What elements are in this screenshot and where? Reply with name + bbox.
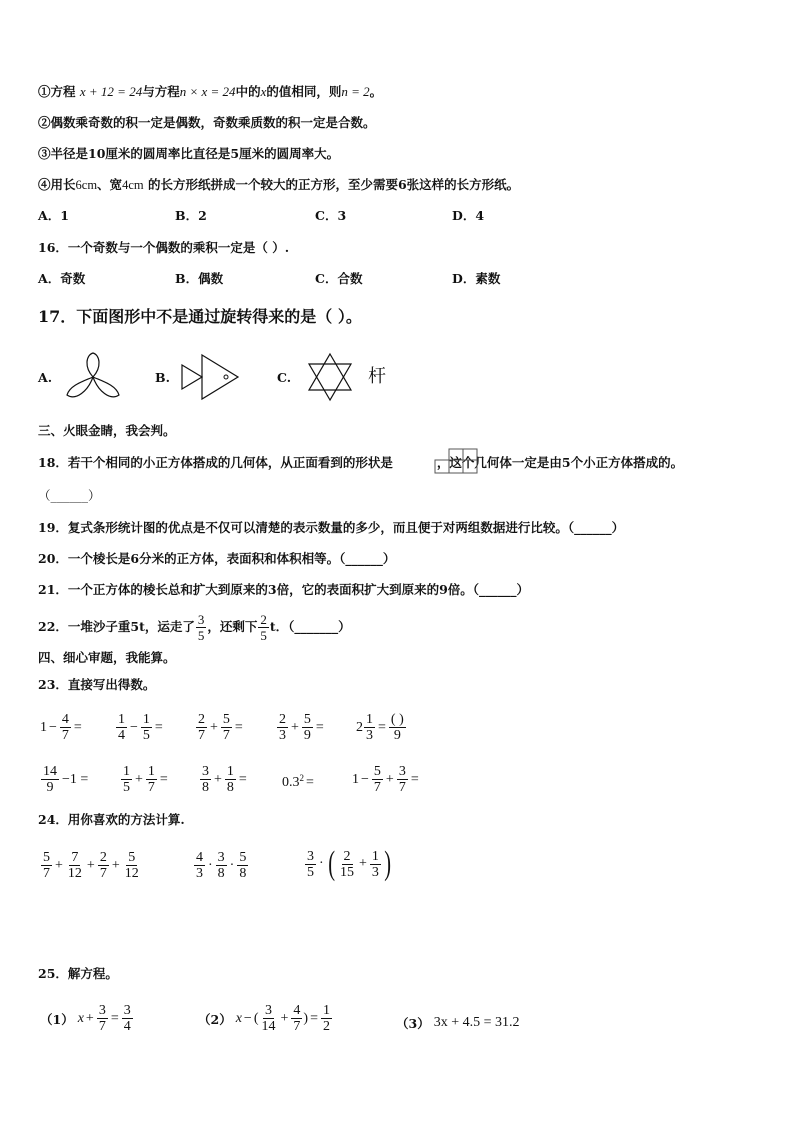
q15-statement-1: ①方程 x + 12 = 24与方程n × x = 24中的x的值相同，则n = 2。	[38, 84, 383, 99]
q23-expr-7: $\frac{1}{5}$ + $\frac{1}{7}$ =	[123, 764, 168, 795]
q23-expr-10: 1 − $\frac{5}{7}$ + $\frac{3}{7}$ =	[352, 764, 419, 795]
fish-figure	[180, 353, 242, 401]
q25-problem-3: （3） 3x + 4.5 = 31.2	[396, 1015, 520, 1031]
q16-stem: 16．一个奇数与一个偶数的乘积一定是（ ）.	[38, 240, 290, 255]
q23-expr-6: $\frac{14}{9}$ −1 =	[43, 764, 89, 795]
q23-expr-5-answer-blank[interactable]: $\frac{( )}{9}$	[390, 712, 404, 743]
q15-option-d[interactable]: D．4	[452, 208, 485, 223]
q15-option-c[interactable]: C．3	[315, 208, 347, 223]
star-of-david-figure	[307, 352, 353, 402]
q17-stem: 17．下面图形中不是通过旋转得来的是（ ）。	[38, 307, 362, 326]
q15-option-a[interactable]: A．1	[38, 208, 69, 223]
q16-option-d[interactable]: D．素数	[452, 271, 501, 286]
q25-problem-2: （2） x − ( $\frac{3}{14}$ + $\frac{4}{7}$ ) = $\frac{1}{2}$	[198, 1003, 330, 1034]
q23-expr-8: $\frac{3}{8}$ + $\frac{1}{8}$ =	[202, 764, 247, 795]
trefoil-figure	[64, 351, 122, 401]
q16-option-c[interactable]: C．合数	[315, 271, 363, 286]
q23-stem: 23．直接写出得数。	[38, 677, 156, 692]
q25-stem: 25．解方程。	[38, 966, 118, 981]
q23-expr-1: 1 − $\frac{4}{7}$ =	[40, 712, 82, 743]
q18-answer-blank[interactable]: （______）	[38, 488, 101, 503]
q25-problem-1: （1） x + $\frac{3}{7}$ = $\frac{3}{4}$	[40, 1003, 131, 1034]
q24-expr-2: $\frac{4}{3}$ · $\frac{3}{8}$ · $\frac{5}{8}$	[196, 850, 247, 881]
q16-option-b[interactable]: B．偶数	[175, 271, 224, 286]
q24-expr-1: $\frac{5}{7}$ + $\frac{7}{12}$ + $\frac{2}{7}$ + $\frac{5}{12}$	[43, 850, 139, 881]
front-view-figure	[434, 448, 478, 474]
q15-option-b[interactable]: B．2	[175, 208, 207, 223]
q18-stem: 18．若干个相同的小正方体搭成的几何体，从正面看到的形状是 ，这个几何体一定是由5个小正方体搭成的。	[38, 455, 684, 470]
q15-statement-4: ④用长6cm、宽4cm 的长方形纸拼成一个较大的正方形，至少需要6张这样的长方形纸。	[38, 177, 520, 192]
q23-expr-4: $\frac{2}{3}$ + $\frac{5}{9}$ =	[279, 712, 324, 743]
section-3-heading: 三、火眼金睛，我会判。	[38, 423, 176, 438]
q17-label-c[interactable]: C.	[277, 370, 292, 385]
q21-stem: 21．一个正方体的棱长总和扩大到原来的3倍，它的表面积扩大到原来的9倍。（______）	[38, 582, 530, 597]
q23-expr-3: $\frac{2}{7}$ + $\frac{5}{7}$ =	[198, 712, 243, 743]
q24-expr-3: $\frac{3}{5}$ · ( $\frac{2}{15}$ + $\frac{1}{3}$ )	[307, 845, 391, 882]
q24-stem: 24．用你喜欢的方法计算.	[38, 812, 185, 827]
q19-stem: 19．复式条形统计图的优点是不仅可以清楚的表示数量的多少，而且便于对两组数据进行比较。（______）	[38, 520, 625, 535]
q17-label-b[interactable]: B.	[155, 370, 170, 385]
q17-character: 杆	[368, 366, 386, 387]
q23-expr-2: $\frac{1}{4}$ − $\frac{1}{5}$ =	[118, 712, 163, 743]
q16-option-a[interactable]: A．奇数	[38, 271, 86, 286]
q15-statement-2: ②偶数乘奇数的积一定是偶数，奇数乘质数的积一定是合数。	[38, 115, 376, 130]
section-4-heading: 四、细心审题，我能算。	[38, 650, 176, 665]
q20-stem: 20．一个棱长是6分米的正方体，表面积和体积相等。（______）	[38, 551, 396, 566]
q22-stem: 22．一堆沙子重5t，运走了 $\frac{3}{5}$ ，还剩下 $\frac{2}{5}$ t．（_______）	[38, 611, 351, 643]
q15-statement-3: ③半径是10厘米的圆周率比直径是5厘米的圆周率大。	[38, 146, 340, 161]
q17-label-a[interactable]: A.	[38, 370, 53, 385]
q23-expr-9: 0.3 $^2$ =	[282, 773, 314, 790]
q23-expr-5: 2 $\frac{1}{3}$ = $\frac{( )}{9}$	[356, 712, 404, 743]
